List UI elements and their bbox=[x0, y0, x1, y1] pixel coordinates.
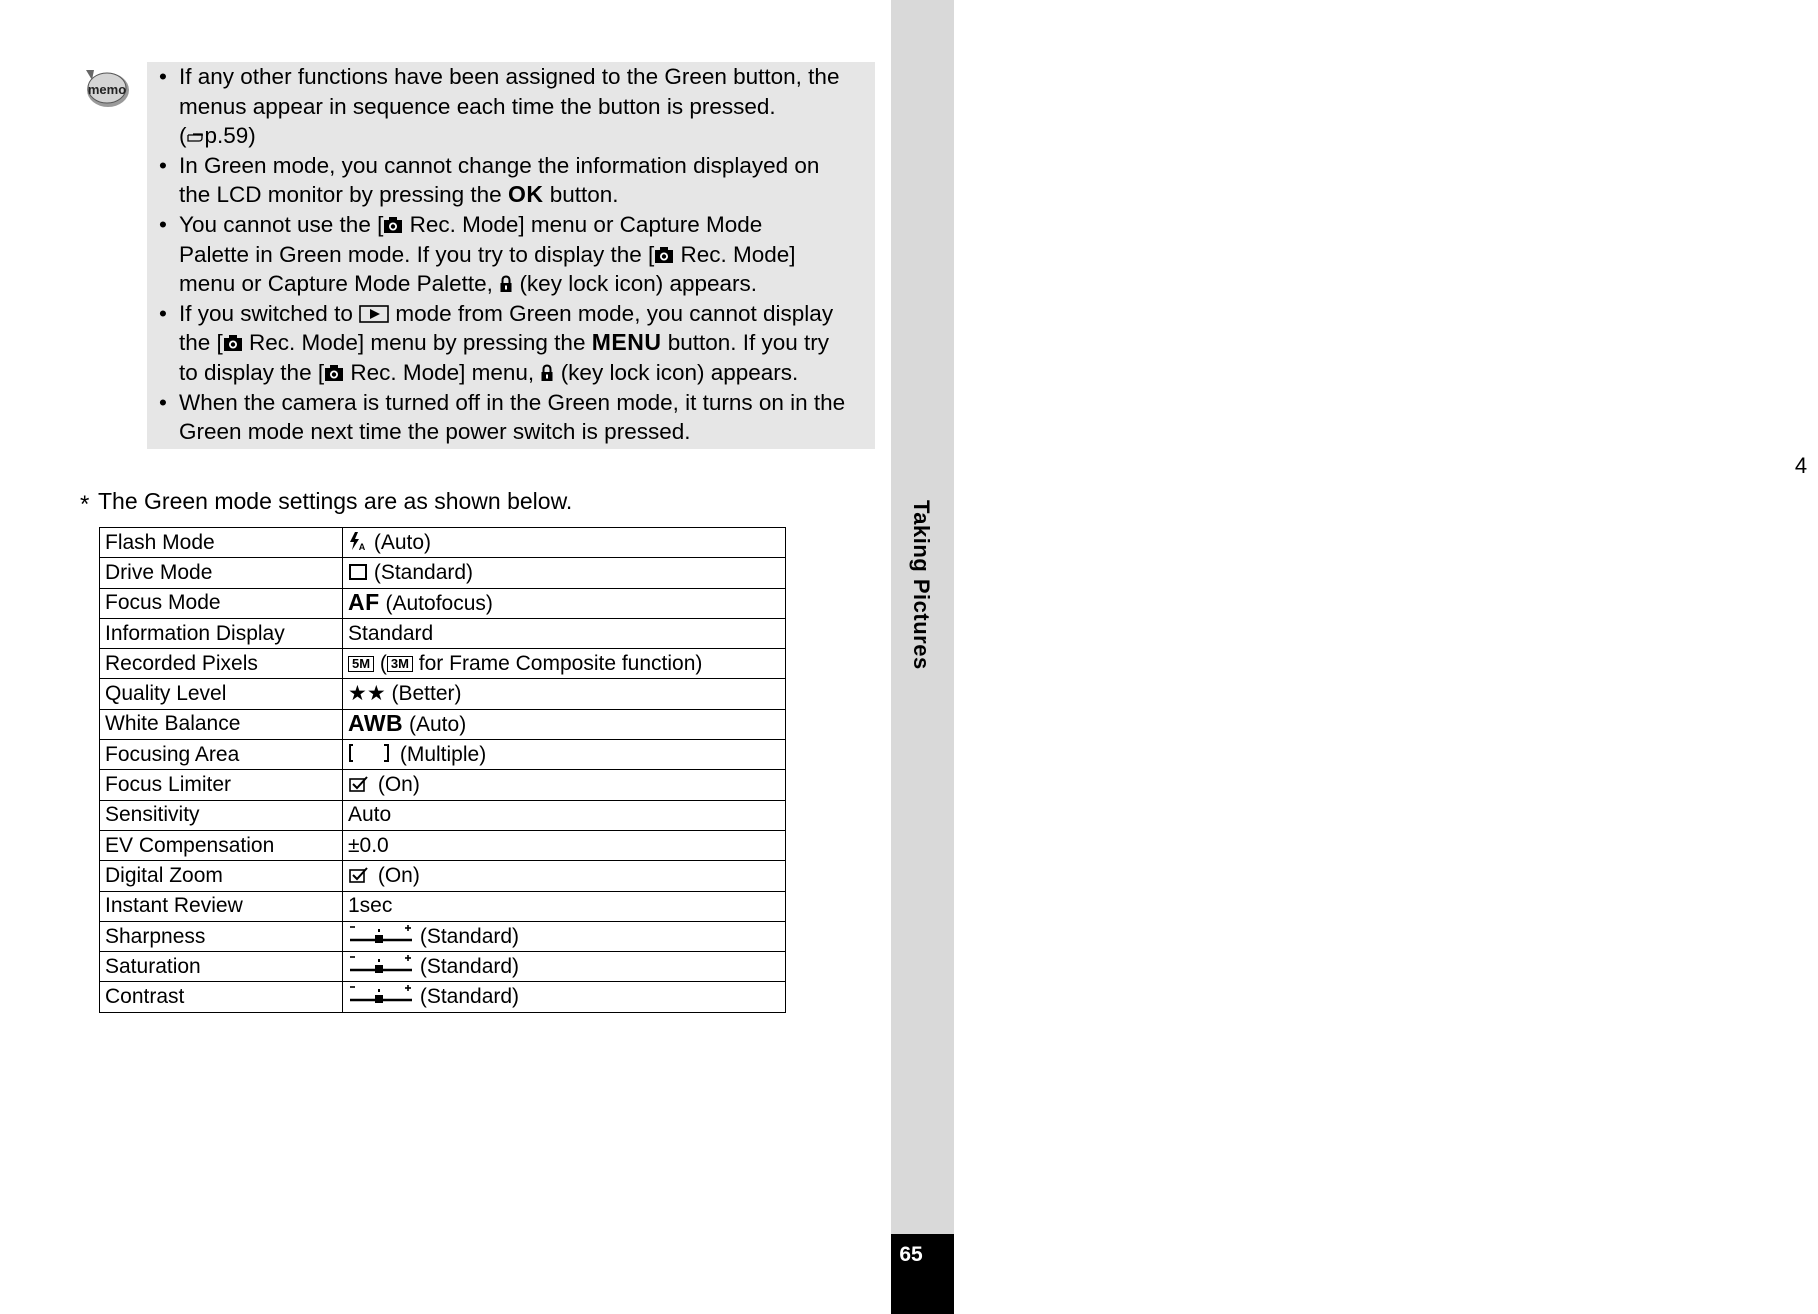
green-mode-settings-table bbox=[99, 527, 786, 1013]
setting-value-text: (On) bbox=[372, 773, 420, 797]
setting-name: Focus Mode bbox=[100, 588, 343, 618]
memo-item bbox=[157, 299, 869, 388]
setting-value-text: (Standard) bbox=[414, 985, 520, 1009]
setting-value-text: (Multiple) bbox=[394, 742, 487, 766]
memo-text: the [ bbox=[179, 330, 223, 356]
setting-name: Saturation bbox=[100, 952, 343, 982]
setting-name: Sharpness bbox=[100, 921, 343, 951]
setting-value: Auto bbox=[343, 800, 786, 830]
note-text: The Green mode settings are as shown below. bbox=[98, 488, 573, 514]
memo-text: Rec. Mode] menu or Capture Mode bbox=[403, 211, 763, 237]
memo-item bbox=[157, 388, 869, 447]
bullet: • bbox=[159, 152, 167, 178]
setting-value: Standard bbox=[343, 618, 786, 648]
setting-name: Instant Review bbox=[100, 891, 343, 921]
memo-text: Palette in Green mode. If you try to display the [ bbox=[179, 241, 655, 267]
bullet: • bbox=[159, 211, 167, 237]
ref-open-paren: ( bbox=[179, 123, 187, 149]
memo-text: menu or Capture Mode Palette, bbox=[179, 271, 500, 297]
table-row bbox=[100, 800, 786, 830]
setting-name: Digital Zoom bbox=[100, 861, 343, 891]
single-frame-icon bbox=[348, 563, 368, 581]
memo-text: Green mode next time the power switch is pressed. bbox=[179, 419, 691, 445]
playback-icon bbox=[359, 305, 389, 323]
setting-value-text: (Standard) bbox=[414, 954, 520, 978]
setting-value-text: (Autofocus) bbox=[379, 592, 493, 616]
setting-name: Recorded Pixels bbox=[100, 649, 343, 679]
setting-value bbox=[343, 770, 786, 800]
table-row bbox=[100, 709, 786, 739]
setting-value bbox=[343, 528, 786, 558]
setting-name: Drive Mode bbox=[100, 558, 343, 588]
setting-name: White Balance bbox=[100, 709, 343, 739]
setting-value-text: (Auto) bbox=[403, 713, 467, 737]
5m-icon: 5M bbox=[348, 656, 374, 672]
chapter-title: Taking Pictures bbox=[909, 500, 934, 670]
flash-auto-icon bbox=[348, 531, 368, 551]
memo-text: If any other functions have been assigned to the Green button, the bbox=[179, 64, 840, 89]
memo-text: mode from Green mode, you cannot display bbox=[389, 300, 834, 326]
memo-text: the LCD monitor by pressing the bbox=[179, 182, 502, 208]
memo-item bbox=[157, 151, 869, 210]
setting-value-text: (Auto) bbox=[368, 530, 432, 554]
setting-value bbox=[343, 861, 786, 891]
setting-value-text: (Standard) bbox=[368, 560, 474, 584]
table-row bbox=[100, 649, 786, 679]
table-row bbox=[100, 528, 786, 558]
table-row bbox=[100, 618, 786, 648]
setting-value-text: for Frame Composite function) bbox=[412, 651, 703, 675]
table-row bbox=[100, 740, 786, 770]
menu-button-glyph: MENU bbox=[591, 329, 662, 356]
memo-icon bbox=[80, 66, 130, 112]
setting-name: EV Compensation bbox=[100, 830, 343, 860]
setting-name: Flash Mode bbox=[100, 528, 343, 558]
setting-value bbox=[343, 558, 786, 588]
awb-icon: AWB bbox=[348, 710, 404, 737]
memo-text: to display the [ bbox=[179, 359, 325, 385]
camera-icon bbox=[223, 334, 243, 352]
setting-value bbox=[343, 952, 786, 982]
ok-button-glyph: OK bbox=[507, 181, 544, 208]
table-row bbox=[100, 921, 786, 951]
setting-value-text: (Standard) bbox=[414, 924, 520, 948]
memo-list bbox=[157, 62, 869, 447]
level-scale-icon bbox=[348, 985, 414, 1005]
setting-value bbox=[343, 679, 786, 709]
setting-value bbox=[343, 740, 786, 770]
memo-text: (key lock icon) appears. bbox=[513, 271, 758, 297]
level-scale-icon bbox=[348, 955, 414, 975]
setting-value-text: ( bbox=[374, 651, 387, 675]
checkbox-on-icon bbox=[348, 866, 372, 884]
setting-value bbox=[343, 921, 786, 951]
setting-name: Focusing Area bbox=[100, 740, 343, 770]
setting-name: Focus Limiter bbox=[100, 770, 343, 800]
table-row bbox=[100, 952, 786, 982]
memo-text: You cannot use the [ bbox=[179, 211, 384, 237]
camera-icon bbox=[324, 364, 344, 382]
memo-text: (key lock icon) appears. bbox=[554, 359, 799, 385]
checkbox-on-icon bbox=[348, 775, 372, 793]
setting-value bbox=[343, 588, 786, 618]
setting-value: ±0.0 bbox=[343, 830, 786, 860]
memo-text: menus appear in sequence each time the button is pressed. bbox=[179, 93, 776, 119]
svg-text:A: A bbox=[358, 541, 366, 552]
setting-value: 1sec bbox=[343, 891, 786, 921]
table-row bbox=[100, 861, 786, 891]
memo-item bbox=[157, 210, 869, 299]
quality-stars-icon: ★★ bbox=[348, 682, 386, 706]
svg-text:memo: memo bbox=[87, 82, 127, 97]
chapter-number: 4 bbox=[1784, 449, 1818, 483]
key-lock-icon bbox=[540, 364, 554, 382]
table-row bbox=[100, 770, 786, 800]
page-reference: p.59) bbox=[204, 123, 256, 149]
setting-name: Sensitivity bbox=[100, 800, 343, 830]
multiple-af-icon bbox=[348, 743, 394, 763]
bullet: • bbox=[159, 64, 167, 89]
setting-value bbox=[343, 649, 786, 679]
table-row bbox=[100, 982, 786, 1012]
3m-icon: 3M bbox=[387, 656, 413, 672]
setting-name: Contrast bbox=[100, 982, 343, 1012]
setting-value-text: (Better) bbox=[385, 682, 462, 706]
memo-item bbox=[157, 62, 869, 151]
page-number: 65 bbox=[899, 1243, 923, 1266]
bullet: • bbox=[159, 389, 167, 415]
memo-text: button. If you try bbox=[661, 330, 830, 356]
setting-name: Quality Level bbox=[100, 679, 343, 709]
table-row bbox=[100, 679, 786, 709]
setting-value-text: (On) bbox=[372, 863, 420, 887]
memo-text: Rec. Mode] menu, bbox=[344, 359, 541, 385]
table-row bbox=[100, 558, 786, 588]
setting-value bbox=[343, 709, 786, 739]
table-row bbox=[100, 830, 786, 860]
key-lock-icon bbox=[499, 275, 513, 293]
settings-note bbox=[80, 486, 572, 520]
memo-box bbox=[147, 62, 875, 449]
memo-text: Rec. Mode] menu by pressing the bbox=[242, 330, 592, 356]
setting-name: Information Display bbox=[100, 618, 343, 648]
table-row bbox=[100, 588, 786, 618]
memo-text: button. bbox=[549, 182, 619, 208]
camera-icon bbox=[383, 216, 403, 234]
af-icon: AF bbox=[348, 589, 380, 616]
bullet: • bbox=[159, 300, 167, 326]
memo-text: If you switched to bbox=[179, 300, 360, 326]
pointing-hand-icon bbox=[187, 129, 205, 145]
table-row bbox=[100, 891, 786, 921]
memo-text: In Green mode, you cannot change the information displayed on bbox=[179, 152, 820, 178]
memo-text: Rec. Mode] bbox=[674, 241, 796, 267]
setting-value bbox=[343, 982, 786, 1012]
memo-text: When the camera is turned off in the Green mode, it turns on in the bbox=[179, 389, 846, 415]
level-scale-icon bbox=[348, 925, 414, 945]
camera-icon bbox=[654, 246, 674, 264]
asterisk: * bbox=[80, 491, 90, 518]
